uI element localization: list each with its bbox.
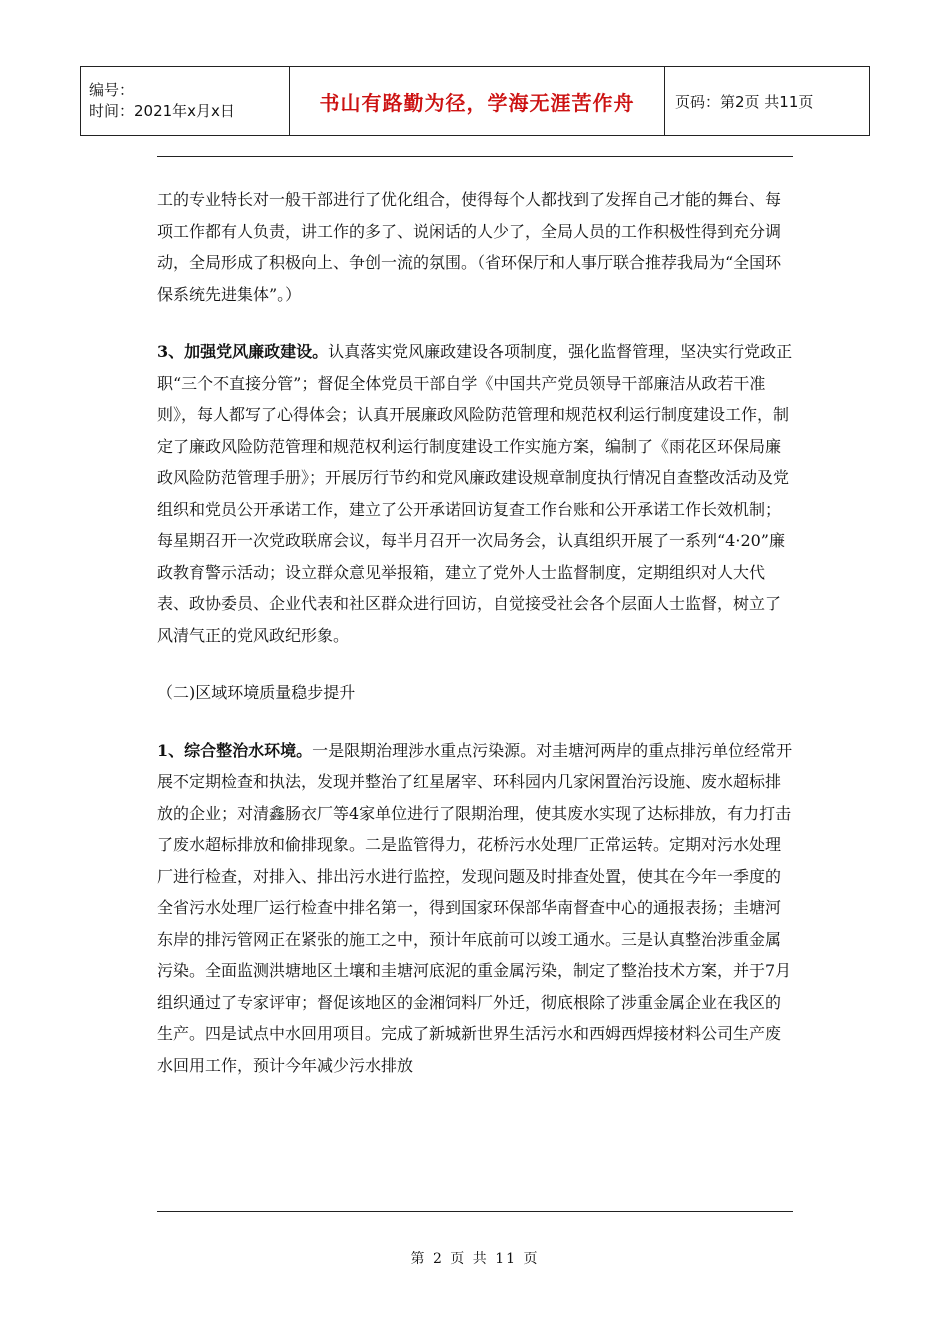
body-paragraph-1: 工的专业特长对一般干部进行了优化组合，使得每个人都找到了发挥自己才能的舞台、每项工作都有人负责，讲工作的多了、说闲话的人少了，全局人员的工作积极性得到充分调动，全局形成了积极向上、争创一流的氛围。（省环保厅和人事厅联合推荐我局为“全国环保系统先进集体”。）	[157, 190, 782, 304]
document-header-table	[80, 66, 870, 136]
page-footer: 第 2 页 共 11 页	[410, 1251, 540, 1267]
body-paragraph-3	[157, 735, 793, 1082]
header-motto-cell	[290, 67, 665, 136]
header-page-info: 页码：第2页 共11页	[675, 92, 814, 111]
section-title: （二)区域环境质量稳步提升	[157, 683, 356, 702]
body-paragraph-2	[157, 336, 793, 651]
bottom-divider	[157, 1211, 793, 1212]
top-divider	[157, 156, 793, 157]
document-number-label: 编号：	[89, 81, 135, 99]
document-body	[157, 184, 793, 1081]
paragraph-3-heading: 1、综合整治水环境。	[157, 740, 313, 760]
paragraph-3-text: 一是限期治理涉水重点污染源。对圭塘河两岸的重点排污单位经常开展不定期检查和执法，发现并整治了红星屠宰、环科园内几家闲置治污设施、废水超标排放的企业；对清鑫肠衣厂等4家单位进行了限期治理，使其废水实现了达标排放，有力打击了废水超标排放和偷排现象。二是监管得力，花桥污水处理厂正常运转。定期对污水处理厂进行检查，对排入、排出污水进行监控，发现问题及时排查处置，使其在今年一季度的全省污水处理厂运行检查中排名第一，得到国家环保部华南督查中心的通报表扬；圭塘河东岸的排污管网正在紧张的施工之中，预计年底前可以竣工通水。三是认真整治涉重金属污染。全面监测洪塘地区土壤和圭塘河底泥的重金属污染，制定了整治技术方案，并于7月组织通过了专家评审；督促该地区的金湘饲料厂外迁，彻底根除了涉重金属企业在我区的生产。四是试点中水回用项目。完成了新城新世界生活污水和西姆西焊接材料公司生产废水回用工作，预计今年减少污水排放	[157, 740, 793, 1075]
header-meta-cell	[81, 67, 290, 136]
paragraph-2-text: 认真落实党风廉政建设各项制度，强化监督管理，坚决实行党政正职“三个不直接分管”；督促全体党员干部自学《中国共产党员领导干部廉洁从政若干准则》，每人都写了心得体会；认真开展廉政风险防范管理和规范权利运行制度建设工作，制定了廉政风险防范管理和规范权利运行制度建设工作实施方案，编制了《雨花区环保局廉政风险防范管理手册》；开展厉行节约和党风廉政建设规章制度执行情况自查整改活动及党组织和党员公开承诺工作，建立了公开承诺回访复查工作台账和公开承诺工作长效机制；每星期召开一次党政联席会议，每半月召开一次局务会，认真组织开展了一系列“4·20”廉政教育警示活动；设立群众意见举报箱，建立了党外人士监督制度，定期组织对人大代表、政协委员、企业代表和社区群众进行回访，自觉接受社会各个层面人士监督，树立了风清气正的党风政纪形象。	[157, 342, 793, 645]
paragraph-2-heading: 3、加强党风廉政建设。	[157, 342, 329, 361]
header-motto: 书山有路勤为径，学海无涯苦作舟	[319, 90, 635, 115]
document-time-label: 时间：2021年x月x日	[89, 102, 235, 120]
header-page-cell	[665, 67, 870, 136]
